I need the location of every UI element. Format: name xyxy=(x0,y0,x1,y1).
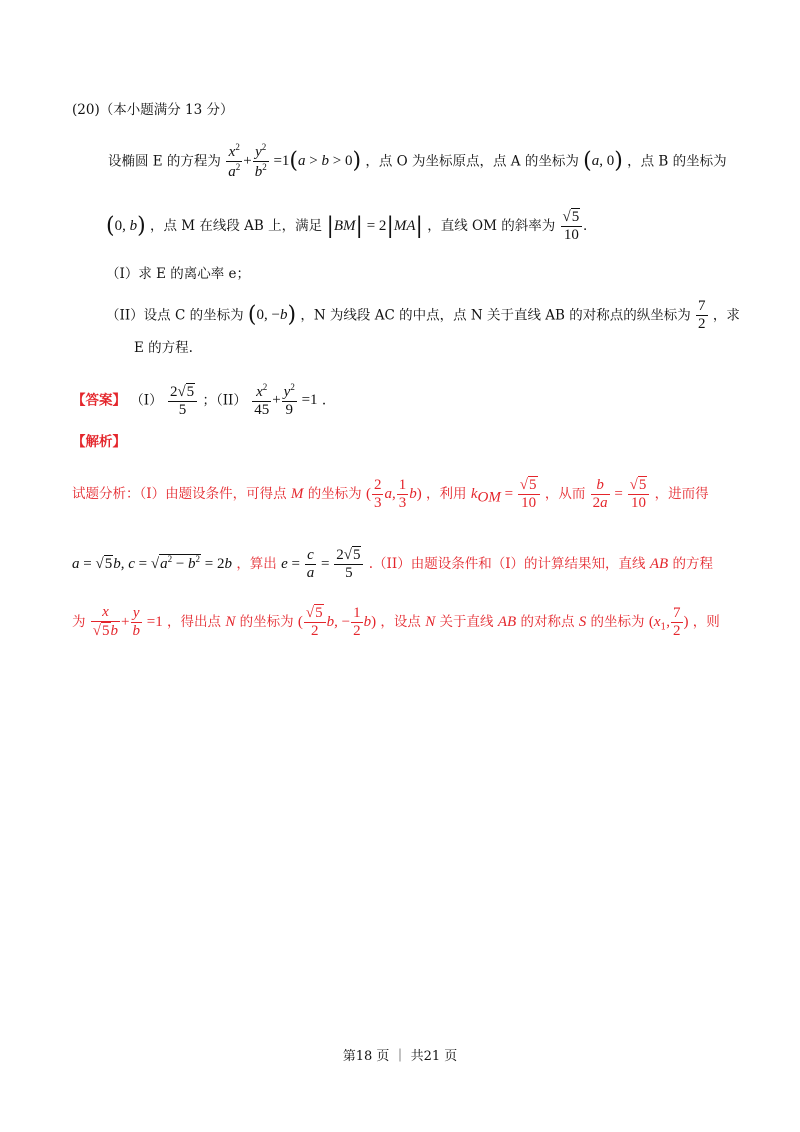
text-segment: ；（II） xyxy=(202,392,247,409)
text-segment: ，点 M 在线段 AB 上，满足 xyxy=(149,217,323,234)
text-segment: 的方程 xyxy=(672,555,713,572)
analysis-line-2: a = √5b, $c = √a^2 - b^2 = 2b$ ，算出 e = $\frac{c}{a}$ = $\frac{2√5}{5}$ .（II）由题设条件和（I）的计算结果知，直线 AB 的方程 xyxy=(72,546,713,582)
point-n-coords: ( $\frac{√5}{2}$ b, − $\frac{1}{2}$ b) xyxy=(297,604,377,640)
text-segment: ，设点 xyxy=(380,613,421,630)
text-segment: ，点 O 为坐标原点，点 A 的坐标为 xyxy=(365,153,579,170)
text-segment: ，算出 xyxy=(236,555,277,572)
slope-formula: $k_{OM}$ = $\frac{√5}{10}$ xyxy=(471,486,541,502)
text-segment: （I） xyxy=(130,392,163,409)
slope-value: $\frac{√5}{10}$ xyxy=(561,208,583,245)
text-segment: 的坐标为 xyxy=(239,613,294,630)
problem-line-2: (0, b) ，点 M 在线段 AB 上，满足 |BM| = 2|MA| ，直线 OM 的斜率为 $\frac{√5}{10}$ . xyxy=(106,209,588,244)
text-segment: ，得出点 xyxy=(167,613,222,630)
ellipse-equation: $\frac{x^2}{a^2}$ + $\frac{y^2}{b^2}$ =1(a > b > 0) xyxy=(228,142,362,181)
text-segment: （II）设点 C 的坐标为 xyxy=(106,307,244,324)
answer-2-formula: $\frac{x^2}{45}$ + $\frac{y^2}{9}$ =1 xyxy=(254,382,318,419)
text-segment: 为 xyxy=(72,613,86,630)
condition-formula: |BM| = 2|MA| xyxy=(326,213,423,239)
eccentricity-formula: e = $\frac{c}{a}$ = $\frac{2√5}{5}$ xyxy=(281,556,364,572)
text-segment: 的坐标为 xyxy=(590,613,645,630)
point-m-coords: ( $\frac{2}{3}$ a, $\frac{1}{3}$ b) xyxy=(365,476,422,511)
text-segment: .（II）由题设条件和（I）的计算结果知，直线 xyxy=(368,555,646,572)
text-segment: ，N 为线段 AC 的中点，点 N 关于直线 AB 的对称点的纵坐标为 xyxy=(300,307,691,324)
problem-line-1 xyxy=(108,142,727,182)
text-segment: ，则 xyxy=(692,613,720,630)
text-segment: 关于直线 xyxy=(439,613,494,630)
ratio-formula: $\frac{b}{2a}$ = $\frac{√5}{10}$ xyxy=(590,486,651,502)
analysis-label: 【解析】 xyxy=(72,434,126,450)
text-segment: ，直线 OM 的斜率为 xyxy=(427,217,556,234)
answer-1-formula: $\frac{2√5}{5}$ xyxy=(168,383,197,420)
point-c-coords: (0, −b) xyxy=(247,302,297,328)
answer-line xyxy=(72,382,326,420)
text-segment: 的对称点 xyxy=(520,613,575,630)
text-segment: 设椭圆 E 的方程为 xyxy=(108,153,221,170)
answer-label: 【答案】 xyxy=(72,392,126,409)
text-segment: ，进而得 xyxy=(654,485,709,502)
line-ab-equation: $\frac{x}{√5b}$ + $\frac{y}{b}$ =1 xyxy=(92,604,163,640)
text-segment: ，点 B 的坐标为 xyxy=(627,153,727,170)
analysis-line-1: 试题分析：（I）由题设条件，可得点 M 的坐标为 ( $\frac{2}{3}$ a, $\frac{1}{3}$ b) ，利用 $k_{OM}$ = $\frac{√5}{10}$ ，从而 $\frac{b}{2a}$ = $\frac{√5}{10}$ ，进而得 xyxy=(72,476,709,512)
text-segment: 试题分析：（I）由题设条件，可得点 xyxy=(72,485,287,502)
y-value-fraction: $\frac{7}{2}$ xyxy=(698,298,706,333)
text-segment: ，从而 xyxy=(544,485,586,502)
point-a-coords: (a, 0) xyxy=(583,148,623,174)
point-s-coords: ($x_1$, $\frac{7}{2}$ ) xyxy=(648,604,689,639)
question-1: （I）求 E 的离心率 e； xyxy=(106,266,251,282)
text-segment: . xyxy=(321,392,327,409)
text-segment: 的坐标为 xyxy=(307,485,362,502)
question-2 xyxy=(106,298,740,334)
text-segment: ，求 xyxy=(712,307,740,324)
text-segment: ，利用 xyxy=(426,485,467,502)
problem-header: (20)（本小题满分 13 分） xyxy=(72,102,234,118)
analysis-line-3: 为 $\frac{x}{√5b}$ + $\frac{y}{b}$ =1 ，得出点 N 的坐标为 ( $\frac{√5}{2}$ b, − $\frac{1}{2}$ b) ，设点 N 关于直线 AB 的对称点 S 的坐标为 ($x_1$, $\frac{7}{2}$ ) ，则 xyxy=(72,604,720,640)
point-b-coords: (0, b) xyxy=(106,213,146,239)
ac-formula: a = √5b, $c = √a^2 - b^2 = 2b$ xyxy=(72,553,233,572)
page-footer: 第18 页 ｜ 共21 页 xyxy=(342,1049,458,1064)
question-2-cont: E 的方程. xyxy=(134,340,193,356)
